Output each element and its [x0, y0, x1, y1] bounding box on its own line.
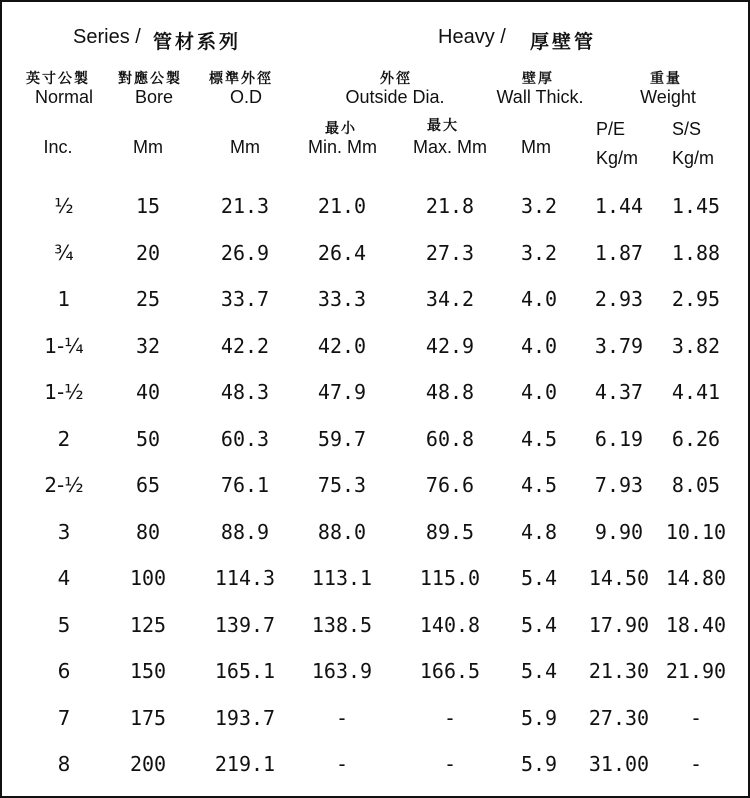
cell-od: 139.7: [214, 612, 276, 637]
cell-min: -: [335, 752, 349, 776]
cell-inch: ½: [54, 194, 74, 218]
cell-bore: 80: [135, 519, 161, 544]
cell-wall: 4.0: [520, 380, 558, 404]
cell-wall: 4.8: [520, 519, 558, 544]
cell-ss: -: [689, 705, 703, 730]
cell-max: 27.3: [425, 240, 475, 265]
cell-bore: 32: [135, 333, 161, 358]
cell-pe: 31.00: [588, 752, 650, 776]
cell-od: 88.9: [220, 519, 270, 544]
cell-wall: 5.4: [520, 566, 558, 590]
cell-bore: 100: [129, 566, 167, 590]
wall-header-zh: 壁厚: [522, 71, 554, 87]
cell-wall: 5.4: [520, 659, 558, 683]
cell-bore: 200: [129, 752, 167, 776]
cell-max: -: [443, 705, 457, 730]
normal-header-zh: 英寸公製: [26, 71, 90, 87]
cell-pe: 17.90: [588, 612, 650, 637]
cell-max: 21.8: [425, 194, 475, 218]
cell-bore: 20: [135, 240, 161, 265]
outside-header: Outside Dia.: [345, 87, 445, 107]
cell-wall: 3.2: [520, 240, 558, 265]
cell-max: 166.5: [419, 659, 481, 683]
cell-bore: 25: [135, 287, 161, 311]
cell-min: 138.5: [311, 612, 373, 637]
cell-ss: 2.95: [671, 287, 721, 311]
cell-inch: 7: [57, 705, 71, 730]
cell-inch: 6: [57, 659, 71, 683]
cell-min: 75.3: [317, 473, 367, 497]
cell-bore: 65: [135, 473, 161, 497]
cell-ss: 21.90: [665, 659, 727, 683]
cell-od: 219.1: [214, 752, 276, 776]
cell-wall: 5.4: [520, 612, 558, 637]
cell-inch: 3: [57, 519, 71, 544]
cell-pe: 1.44: [594, 194, 644, 218]
cell-min: 42.0: [317, 333, 367, 358]
cell-od: 165.1: [214, 659, 276, 683]
cell-wall: 5.9: [520, 705, 558, 730]
heavy-label-zh: 厚壁管: [530, 31, 597, 53]
cell-wall: 4.0: [520, 333, 558, 358]
cell-bore: 15: [135, 194, 161, 218]
cell-od: 76.1: [220, 473, 270, 497]
unit-min: Min. Mm: [308, 137, 377, 157]
cell-wall: 5.9: [520, 752, 558, 776]
cell-inch: 1: [57, 287, 71, 311]
cell-bore: 40: [135, 380, 161, 404]
cell-pe: 14.50: [588, 566, 650, 590]
cell-ss: 18.40: [665, 612, 727, 637]
cell-wall: 4.0: [520, 287, 558, 311]
cell-max: 34.2: [425, 287, 475, 311]
weight-header: Weight: [640, 87, 696, 107]
cell-od: 60.3: [220, 426, 270, 451]
cell-min: 88.0: [317, 519, 367, 544]
unit-wall: Mm: [521, 137, 551, 157]
cell-inch: 1-½: [44, 380, 84, 404]
cell-max: 48.8: [425, 380, 475, 404]
cell-od: 21.3: [220, 194, 270, 218]
cell-inch: 8: [57, 752, 71, 776]
unit-ss-bottom: Kg/m: [672, 148, 715, 168]
unit-od: Mm: [230, 137, 260, 157]
cell-od: 114.3: [214, 566, 276, 590]
series-label-zh: 管材系列: [153, 31, 242, 53]
cell-ss: 4.41: [671, 380, 721, 404]
od-header-zh: 標準外徑: [209, 71, 273, 87]
cell-bore: 175: [129, 705, 167, 730]
cell-od: 26.9: [220, 240, 270, 265]
cell-ss: 10.10: [665, 519, 727, 544]
max-header-zh: 最大: [427, 118, 459, 134]
wall-header: Wall Thick.: [496, 87, 584, 107]
bore-header-zh: 對應公製: [118, 71, 182, 87]
cell-inch: 5: [57, 612, 71, 637]
cell-min: 33.3: [317, 287, 367, 311]
cell-min: 113.1: [311, 566, 373, 590]
cell-min: -: [335, 705, 349, 730]
cell-pe: 1.87: [594, 240, 644, 265]
cell-min: 163.9: [311, 659, 373, 683]
cell-od: 48.3: [220, 380, 270, 404]
cell-wall: 3.2: [520, 194, 558, 218]
cell-min: 47.9: [317, 380, 367, 404]
series-label: Series /: [73, 26, 141, 48]
cell-max: -: [443, 752, 457, 776]
unit-pe-bottom: Kg/m: [596, 148, 639, 168]
unit-bore: Mm: [133, 137, 163, 157]
cell-wall: 4.5: [520, 426, 558, 451]
cell-max: 89.5: [425, 519, 475, 544]
weight-header-zh: 重量: [650, 71, 682, 87]
cell-pe: 27.30: [588, 705, 650, 730]
cell-od: 193.7: [214, 705, 276, 730]
cell-ss: 6.26: [671, 426, 721, 451]
cell-ss: 14.80: [665, 566, 727, 590]
unit-max: Max. Mm: [413, 137, 487, 157]
cell-pe: 7.93: [594, 473, 644, 497]
od-header: O.D: [229, 87, 262, 107]
unit-inc: Inc.: [43, 137, 73, 157]
heavy-label: Heavy /: [438, 26, 506, 48]
cell-od: 42.2: [220, 333, 270, 358]
cell-pe: 2.93: [594, 287, 644, 311]
cell-max: 115.0: [419, 566, 481, 590]
cell-bore: 125: [129, 612, 167, 637]
cell-ss: 8.05: [671, 473, 721, 497]
cell-min: 26.4: [317, 240, 367, 265]
min-header-zh: 最小: [325, 121, 357, 137]
cell-pe: 9.90: [594, 519, 644, 544]
unit-pe-top: P/E: [596, 119, 626, 139]
normal-header: Normal: [34, 87, 93, 107]
cell-pe: 21.30: [588, 659, 650, 683]
cell-pe: 6.19: [594, 426, 644, 451]
cell-max: 60.8: [425, 426, 475, 451]
cell-inch: ¾: [54, 240, 74, 265]
cell-min: 59.7: [317, 426, 367, 451]
cell-ss: 1.88: [671, 240, 721, 265]
cell-ss: -: [689, 752, 703, 776]
bore-header: Bore: [134, 87, 174, 107]
cell-bore: 50: [135, 426, 161, 451]
cell-inch: 2-½: [44, 473, 84, 497]
unit-ss-top: S/S: [672, 119, 702, 139]
cell-min: 21.0: [317, 194, 367, 218]
cell-max: 140.8: [419, 612, 481, 637]
cell-bore: 150: [129, 659, 167, 683]
cell-wall: 4.5: [520, 473, 558, 497]
cell-max: 76.6: [425, 473, 475, 497]
cell-od: 33.7: [220, 287, 270, 311]
cell-pe: 3.79: [594, 333, 644, 358]
outside-header-zh: 外徑: [380, 71, 412, 87]
cell-max: 42.9: [425, 333, 475, 358]
cell-inch: 2: [57, 426, 71, 451]
cell-ss: 3.82: [671, 333, 721, 358]
cell-ss: 1.45: [671, 194, 721, 218]
cell-pe: 4.37: [594, 380, 644, 404]
cell-inch: 1-¼: [44, 333, 84, 358]
cell-inch: 4: [57, 566, 71, 590]
